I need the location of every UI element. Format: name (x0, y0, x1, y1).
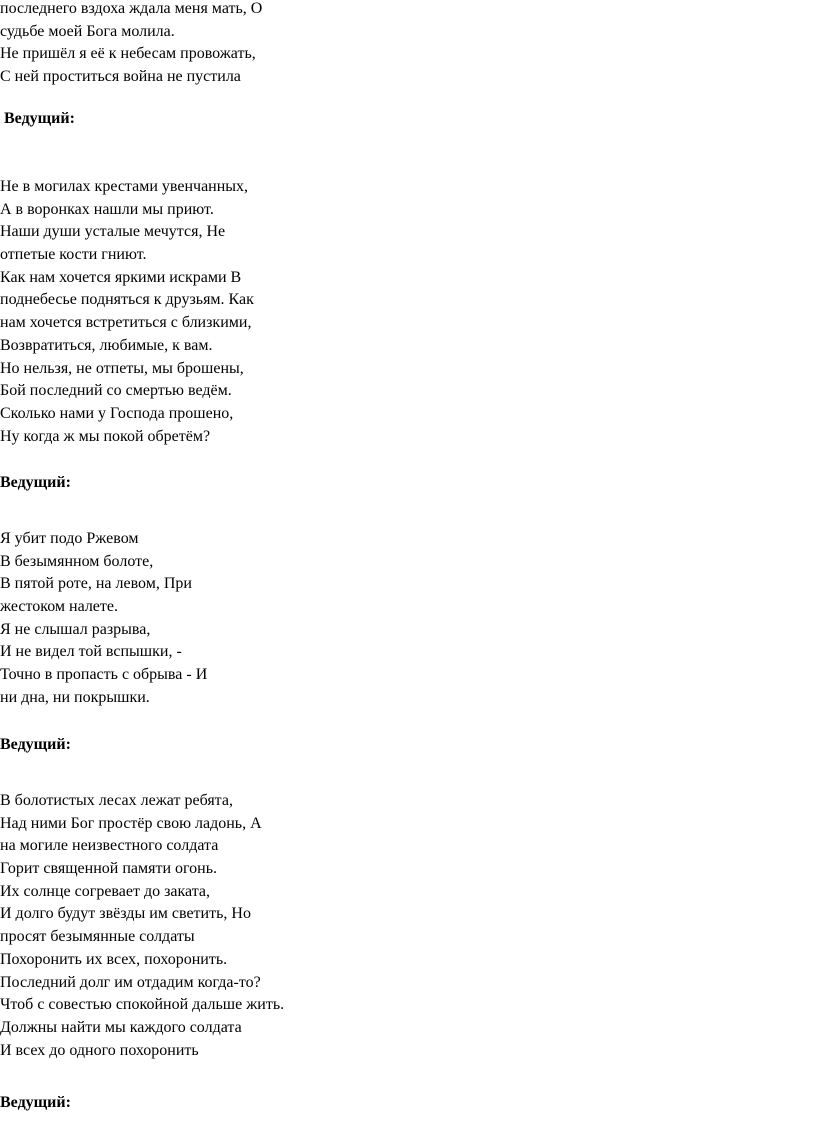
verse-line: Наши души усталые мечутся, Не (0, 223, 226, 241)
verse-line: судьбе моей Бога молила. (0, 22, 175, 40)
verse-line: Чтоб с совестью спокойной дальше жить. (0, 996, 285, 1014)
verse-line: отпетые кости гниют. (0, 246, 147, 264)
verse-line: Возвратиться, любимые, к вам. (0, 336, 213, 354)
verse-line: Должны найти мы каждого солдата (0, 1018, 242, 1036)
verse-line: В болотистых лесах лежат ребята, (0, 792, 233, 809)
verse-line: В безымянном болоте, (0, 552, 154, 570)
stanza-2 (0, 176, 254, 448)
verse-line: Их солнце согревает до заката, (0, 882, 211, 900)
verse-line: С ней проститься война не пустила (0, 68, 241, 86)
verse-line: Похоронить их всех, похоронить. (0, 950, 228, 968)
stanza-3 (0, 528, 207, 710)
verse-line: И всех до одного похоронить (0, 1041, 199, 1059)
verse-line: И не видел той вспышки, - (0, 643, 182, 661)
verse-line: Не пришёл я её к небесам провожать, (0, 45, 256, 63)
verse-line: В пятой роте, на левом, При (0, 575, 192, 593)
verse-line: Горит священной памяти огонь. (0, 860, 218, 878)
verse-line: Сколько нами у Господа прошено, (0, 404, 234, 422)
stanza-4 (0, 790, 284, 1062)
verse-line: Не в могилах крестами увенчанных, (0, 178, 249, 195)
verse-line: жестоком налете. (0, 598, 118, 616)
speaker-heading: Ведущий: (0, 474, 71, 491)
verse-line: последнего вздоха ждала меня мать, О (0, 0, 263, 17)
verse-line: Бой последний со смертью ведём. (0, 382, 232, 400)
verse-line: И долго будут звёзды им светить, Но (0, 905, 251, 923)
verse-line: Как нам хочется яркими искрами В (0, 268, 242, 286)
speaker-heading: Ведущий: (4, 110, 75, 127)
verse-line: А в воронках нашли мы приют. (0, 200, 214, 218)
speaker-heading: Ведущий: (0, 736, 71, 753)
stanza-1 (0, 0, 262, 89)
verse-line: Я убит подо Ржевом (0, 530, 139, 547)
verse-line: Над ними Бог простёр свою ладонь, А (0, 814, 262, 832)
verse-line: Но нельзя, не отпеты, мы брошены, (0, 359, 244, 377)
verse-line: на могиле неизвестного солдата (0, 837, 219, 855)
verse-line: Последний долг им отдадим когда-то? (0, 973, 261, 991)
verse-line: ни дна, ни покрышки. (0, 688, 150, 706)
verse-line: Я не слышал разрыва, (0, 620, 151, 638)
verse-line: просят безымянные солдаты (0, 928, 195, 946)
verse-line: поднебесье подняться к друзьям. Как (0, 291, 254, 309)
verse-line: нам хочется встретиться с близкими, (0, 314, 252, 332)
speaker-heading: Ведущий: (0, 1094, 71, 1111)
verse-line: Ну когда ж мы покой обретём? (0, 427, 211, 445)
verse-line: Точно в пропасть с обрыва - И (0, 666, 208, 684)
